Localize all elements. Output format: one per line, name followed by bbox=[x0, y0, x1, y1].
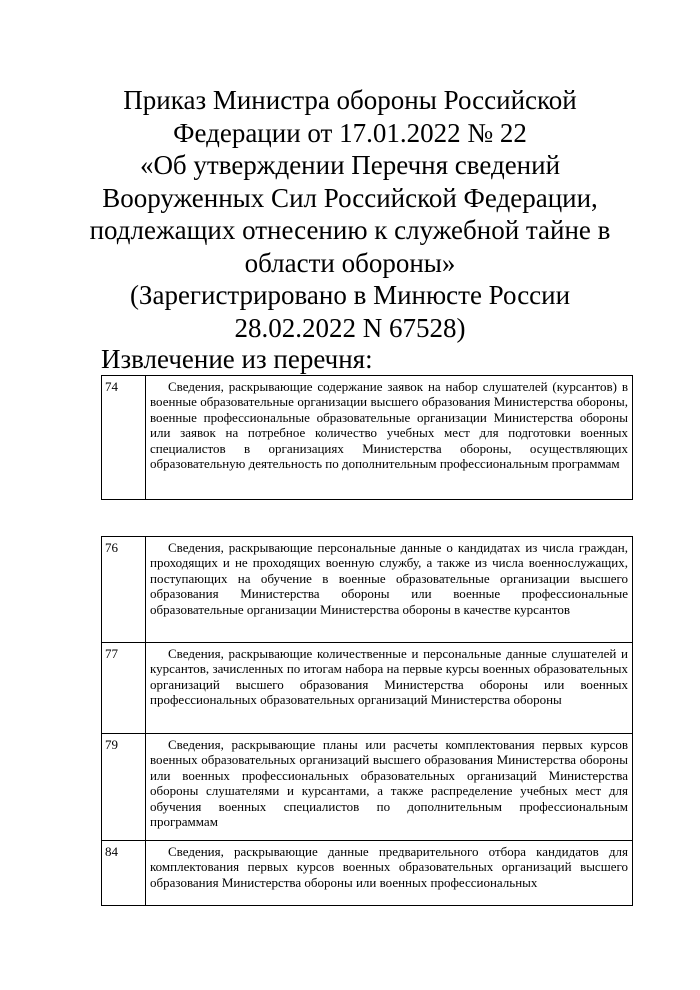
item-number: 84 bbox=[102, 841, 146, 906]
extract-label: Извлечение из перечня: bbox=[101, 344, 373, 374]
document-title bbox=[60, 84, 640, 344]
table-row bbox=[102, 537, 633, 643]
item-text: Сведения, раскрывающие персональные данные о кандидатах из числа граждан, проходящих и не проходящих военную службу, а также из числа военнослужащих, поступающих на обучение в военные образовательные организации высшего образования Министерства обороны или военные профессиональные образовательные организации Министерства обороны в качестве курсантов bbox=[146, 537, 633, 643]
title-line: «Об утверждении Перечня сведений bbox=[139, 150, 561, 180]
item-number: 79 bbox=[102, 734, 146, 841]
title-line: (Зарегистрировано в Минюсте России bbox=[129, 280, 571, 310]
item-text: Сведения, раскрывающие планы или расчеты комплектования первых курсов военных образовательных организаций высшего образования Министерства обороны или военных профессиональных образовательных организаций Министерства обороны слушателями и курсантами, а также распределение учебных мест для обучения военных специалистов по дополнительным профессиональным программам bbox=[146, 734, 633, 841]
item-text: Сведения, раскрывающие количественные и персональные данные слушателей и курсантов, зачисленных по итогам набора на первые курсы военных образовательных организаций высшего образования Министерства обороны или военных профессиональных образовательных организаций Министерства обороны bbox=[146, 643, 633, 734]
title-line: подлежащих отнесению к служебной тайне в bbox=[89, 215, 611, 245]
table-row bbox=[102, 734, 633, 841]
title-line: Вооруженных Сил Российской Федерации, bbox=[102, 182, 598, 213]
list-table-second bbox=[101, 536, 633, 906]
item-text bbox=[146, 841, 633, 906]
item-text: Сведения, раскрывающие содержание заявок на набор слушателей (курсантов) в военные образовательные организации высшего образования Министерства обороны, военные профессиональные образовательные организации Министерства обороны или заявок на потребное количество учебных мест для подготовки военных специалистов в организациях Министерства обороны, осуществляющих образовательную деятельность по дополнительным профессиональным программам bbox=[146, 376, 633, 500]
table-row bbox=[102, 841, 633, 906]
list-table-first bbox=[101, 375, 633, 500]
item-number: 76 bbox=[102, 537, 146, 643]
table-row bbox=[102, 376, 633, 500]
item-text-content: Сведения, раскрывающие данные предварительного отбора кандидатов для комплектования первых курсов военных образовательных организаций высшего образования Министерства обороны или военных профессиональных bbox=[150, 844, 628, 890]
title-line: 28.02.2022 N 67528) bbox=[234, 312, 466, 343]
table-row bbox=[102, 643, 633, 734]
title-line: Федерации от 17.01.2022 № 22 bbox=[173, 117, 527, 148]
item-number: 77 bbox=[102, 643, 146, 734]
title-line: Приказ Министра обороны Российской bbox=[123, 85, 577, 115]
title-line: области обороны» bbox=[244, 247, 456, 278]
item-number: 74 bbox=[102, 376, 146, 500]
